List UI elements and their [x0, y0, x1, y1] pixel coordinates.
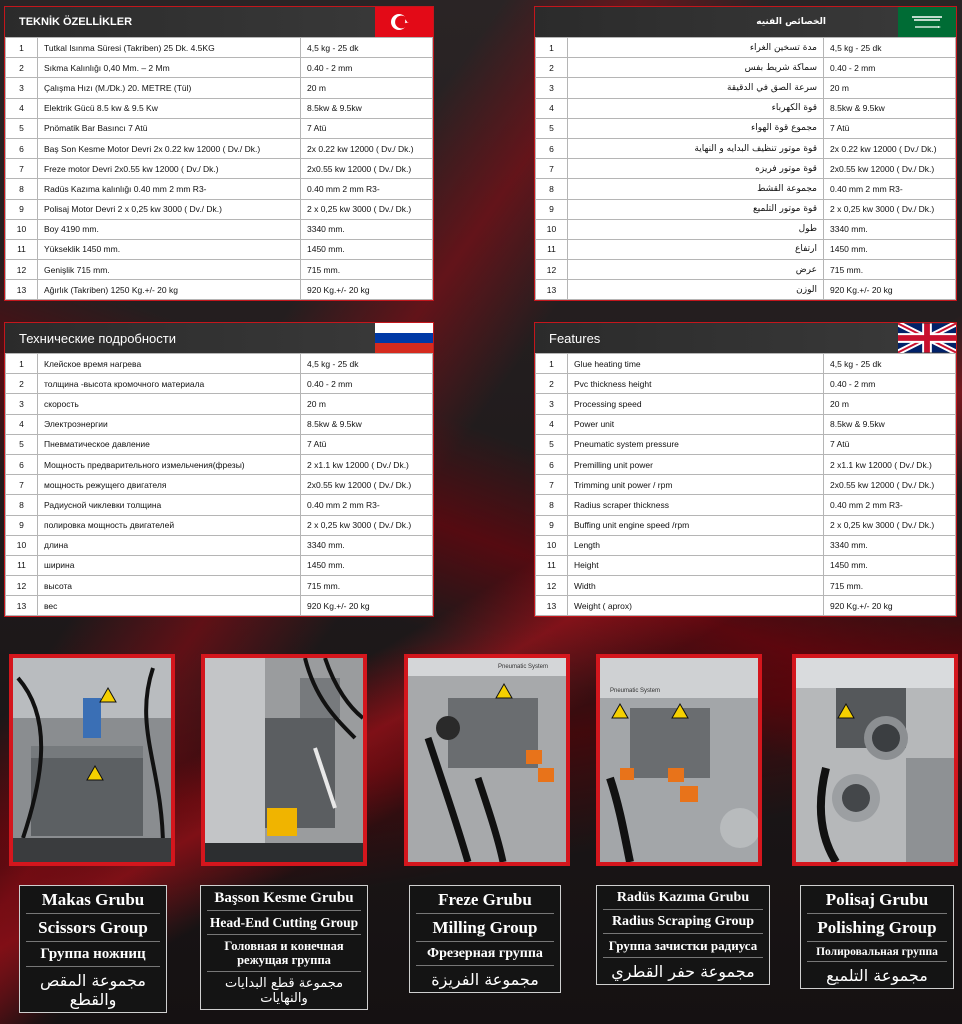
spec-row	[536, 199, 956, 219]
spec-row	[536, 454, 956, 474]
row-number: 11	[6, 555, 38, 575]
spec-label: قوة الكهرباء	[568, 98, 824, 118]
spec-value: 1450 mm.	[824, 555, 956, 575]
spec-label: Pneumatic system pressure	[568, 434, 824, 454]
spec-row	[536, 394, 956, 414]
group-name-ar: مجموعة قطع البدايات والنهايات	[224, 975, 344, 1006]
turkey-flag-icon	[375, 7, 433, 37]
spec-table	[535, 353, 956, 616]
spec-value: 2 x 0,25 kw 3000 ( Dv./ Dk.)	[824, 199, 956, 219]
spec-row	[536, 374, 956, 394]
spec-value: 7 Atü	[824, 434, 956, 454]
spec-label: Polisaj Motor Devri 2 x 0,25 kw 3000 ( Dv./ Dk.)	[38, 199, 301, 219]
spec-value: 3340 mm.	[824, 535, 956, 555]
spec-value: 8.5kw & 9.5kw	[301, 414, 433, 434]
spec-row	[6, 576, 433, 596]
row-number: 3	[536, 78, 568, 98]
spec-label: Baş Son Kesme Motor Devri 2x 0.22 kw 12000 ( Dv./ Dk.)	[38, 138, 301, 158]
spec-label: Yükseklik 1450 mm.	[38, 239, 301, 259]
spec-label: طول	[568, 219, 824, 239]
spec-label: قوة موتور التلميع	[568, 199, 824, 219]
spec-value: 2 x 0,25 kw 3000 ( Dv./ Dk.)	[824, 515, 956, 535]
spec-row	[536, 138, 956, 158]
spec-row	[536, 118, 956, 138]
spec-label: Height	[568, 555, 824, 575]
spec-row	[6, 58, 433, 78]
spec-label: Пневматическое давление	[38, 434, 301, 454]
row-number: 7	[536, 159, 568, 179]
row-number: 12	[536, 576, 568, 596]
spec-value: 1450 mm.	[301, 555, 433, 575]
spec-label: Processing speed	[568, 394, 824, 414]
spec-label: Pvc thickness height	[568, 374, 824, 394]
spec-row	[6, 38, 433, 58]
spec-label: Elektrik Gücü 8.5 kw & 9.5 Kw	[38, 98, 301, 118]
spec-table	[5, 353, 433, 616]
spec-row	[6, 535, 433, 555]
spec-row	[6, 495, 433, 515]
row-number: 12	[6, 260, 38, 280]
spec-label: Клейское время нагрева	[38, 354, 301, 374]
spec-value: 2 x 0,25 kw 3000 ( Dv./ Dk.)	[301, 199, 433, 219]
row-number: 7	[536, 475, 568, 495]
spec-label: Çalışma Hızı (M./Dk.) 20. METRE (Tül)	[38, 78, 301, 98]
row-number: 5	[6, 434, 38, 454]
spec-label: مجموعة القشط	[568, 179, 824, 199]
spec-value: 4,5 kg - 25 dk	[824, 354, 956, 374]
group-name-ru: Группа ножниц	[26, 942, 160, 967]
row-number: 5	[536, 434, 568, 454]
spec-label: толщина -высота кромочного материала	[38, 374, 301, 394]
group-label-milling	[409, 885, 561, 993]
spec-value: 4,5 kg - 25 dk	[824, 38, 956, 58]
group-name-ar: مجموعة الفريزة	[431, 970, 539, 989]
spec-row	[536, 576, 956, 596]
row-number: 12	[536, 260, 568, 280]
spec-value: 715 mm.	[301, 576, 433, 596]
row-number: 4	[6, 414, 38, 434]
spec-value: 20 m	[824, 394, 956, 414]
radius-scraping-group-photo	[596, 654, 762, 866]
spec-value: 8.5kw & 9.5kw	[824, 98, 956, 118]
group-name-ru: Полировальная группа	[807, 942, 947, 962]
group-label-head-end-cutting	[200, 885, 368, 1010]
row-number: 11	[536, 239, 568, 259]
spec-row	[536, 475, 956, 495]
row-number: 4	[536, 98, 568, 118]
spec-value: 0.40 - 2 mm	[824, 374, 956, 394]
spec-row	[536, 179, 956, 199]
row-number: 3	[536, 394, 568, 414]
spec-value: 0.40 - 2 mm	[301, 58, 433, 78]
spec-label: Genişlik 715 mm.	[38, 260, 301, 280]
spec-label: ارتفاع	[568, 239, 824, 259]
spec-row	[6, 239, 433, 259]
polishing-group-photo	[792, 654, 958, 866]
spec-row	[6, 354, 433, 374]
spec-label: Ağırlık (Takriben) 1250 Kg.+/- 20 kg	[38, 280, 301, 300]
spec-value: 920 Kg.+/- 20 kg	[824, 280, 956, 300]
spec-panel-english	[534, 322, 957, 617]
spec-panel-russian	[4, 322, 434, 617]
row-number: 8	[6, 179, 38, 199]
spec-row	[6, 98, 433, 118]
group-name-en: Polishing Group	[807, 914, 947, 942]
spec-label: Buffing unit engine speed /rpm	[568, 515, 824, 535]
spec-panel-turkish	[4, 6, 434, 301]
spec-label: ширина	[38, 555, 301, 575]
row-number: 10	[536, 219, 568, 239]
spec-label: Weight ( aprox)	[568, 596, 824, 616]
spec-row	[536, 159, 956, 179]
photo-label: Pneumatic System	[498, 664, 549, 670]
spec-value: 0.40 mm 2 mm R3-	[824, 495, 956, 515]
group-name-tr: Freze Grubu	[416, 886, 554, 914]
spec-value: 3340 mm.	[301, 219, 433, 239]
spec-label: мощность режущего двигателя	[38, 475, 301, 495]
spec-label: Width	[568, 576, 824, 596]
spec-row	[6, 199, 433, 219]
group-name-en: Milling Group	[416, 914, 554, 942]
spec-value: 8.5kw & 9.5kw	[824, 414, 956, 434]
row-number: 8	[536, 495, 568, 515]
row-number: 11	[6, 239, 38, 259]
spec-value: 2x0.55 kw 12000 ( Dv./ Dk.)	[824, 475, 956, 495]
spec-row	[536, 495, 956, 515]
spec-value: 2x0.55 kw 12000 ( Dv./ Dk.)	[301, 159, 433, 179]
spec-row	[536, 280, 956, 300]
row-number: 4	[536, 414, 568, 434]
spec-label: Length	[568, 535, 824, 555]
spec-value: 7 Atü	[301, 434, 433, 454]
spec-value: 7 Atü	[824, 118, 956, 138]
row-number: 2	[536, 58, 568, 78]
spec-row	[6, 515, 433, 535]
row-number: 9	[6, 515, 38, 535]
group-name-tr: Başson Kesme Grubu	[207, 886, 361, 911]
group-name-en: Radius Scraping Group	[603, 910, 763, 934]
spec-value: 0.40 mm 2 mm R3-	[301, 495, 433, 515]
row-number: 1	[536, 38, 568, 58]
row-number: 10	[6, 535, 38, 555]
spec-row	[6, 414, 433, 434]
spec-row	[536, 515, 956, 535]
row-number: 6	[536, 138, 568, 158]
spec-value: 2 x 0,25 kw 3000 ( Dv./ Dk.)	[301, 515, 433, 535]
spec-label: Power unit	[568, 414, 824, 434]
group-name-tr: Makas Grubu	[26, 886, 160, 914]
spec-value: 3340 mm.	[301, 535, 433, 555]
row-number: 3	[6, 78, 38, 98]
spec-value: 0.40 mm 2 mm R3-	[824, 179, 956, 199]
row-number: 9	[6, 199, 38, 219]
row-number: 13	[6, 280, 38, 300]
spec-value: 2 x1.1 kw 12000 ( Dv./ Dk.)	[301, 454, 433, 474]
spec-value: 2x 0.22 kw 12000 ( Dv./ Dk.)	[301, 138, 433, 158]
spec-label: Radüs Kazıma kalınlığı 0.40 mm 2 mm R3-	[38, 179, 301, 199]
spec-value: 920 Kg.+/- 20 kg	[301, 280, 433, 300]
milling-group-photo	[404, 654, 570, 866]
spec-panel-arabic	[534, 6, 957, 301]
scissors-group-photo	[9, 654, 175, 866]
group-name-ru: Группа зачистки радиуса	[603, 934, 763, 958]
panel-header	[535, 7, 956, 37]
panel-title: Features	[549, 330, 601, 346]
group-name-tr: Polisaj Grubu	[807, 886, 947, 914]
panel-header	[535, 323, 956, 353]
spec-label: Sıkma Kalınlığı 0,40 Mm. – 2 Mm	[38, 58, 301, 78]
panel-title: Технические подробности	[19, 330, 176, 346]
spec-label: Электроэнергии	[38, 414, 301, 434]
spec-value: 715 mm.	[824, 576, 956, 596]
spec-row	[6, 374, 433, 394]
spec-label: длина	[38, 535, 301, 555]
spec-value: 4,5 kg - 25 dk	[301, 354, 433, 374]
group-name-tr: Radüs Kazıma Grubu	[603, 886, 763, 910]
spec-label: Радиусной чикле​вки толщина	[38, 495, 301, 515]
spec-label: مدة تسخين الغراء	[568, 38, 824, 58]
spec-label: Tutkal Isınma Süresi (Takriben) 25 Dk. 4.5KG	[38, 38, 301, 58]
spec-value: 2x0.55 kw 12000 ( Dv./ Dk.)	[301, 475, 433, 495]
spec-label: полировка мощность двигателей	[38, 515, 301, 535]
spec-value: 20 m	[824, 78, 956, 98]
spec-row	[536, 219, 956, 239]
spec-label: Boy 4190 mm.	[38, 219, 301, 239]
row-number: 4	[6, 98, 38, 118]
row-number: 9	[536, 515, 568, 535]
spec-row	[536, 354, 956, 374]
spec-label: высота	[38, 576, 301, 596]
spec-row	[6, 118, 433, 138]
spec-label: Radius scraper thickness	[568, 495, 824, 515]
spec-table	[535, 37, 956, 300]
row-number: 6	[536, 454, 568, 474]
spec-value: 1450 mm.	[824, 239, 956, 259]
spec-value: 0.40 - 2 mm	[824, 58, 956, 78]
spec-value: 1450 mm.	[301, 239, 433, 259]
spec-row	[6, 179, 433, 199]
spec-label: вес	[38, 596, 301, 616]
spec-value: 0.40 - 2 mm	[301, 374, 433, 394]
group-name-ru: Фрезерная группа	[416, 942, 554, 966]
panel-header	[5, 323, 433, 353]
spec-row	[536, 414, 956, 434]
spec-value: 8.5kw & 9.5kw	[301, 98, 433, 118]
photo-label: Pneumatic System	[610, 688, 661, 694]
spec-row	[6, 394, 433, 414]
head-end-cutting-group-photo	[201, 654, 367, 866]
spec-row	[6, 475, 433, 495]
row-number: 10	[536, 535, 568, 555]
row-number: 2	[6, 374, 38, 394]
spec-row	[6, 159, 433, 179]
row-number: 1	[536, 354, 568, 374]
row-number: 5	[536, 118, 568, 138]
spec-row	[536, 239, 956, 259]
spec-row	[536, 38, 956, 58]
spec-label: مجموع قوة الهواء	[568, 118, 824, 138]
spec-value: 20 m	[301, 78, 433, 98]
spec-row	[536, 260, 956, 280]
spec-label: قوة موتور فريزه	[568, 159, 824, 179]
spec-value: 0.40 mm 2 mm R3-	[301, 179, 433, 199]
spec-row	[6, 138, 433, 158]
spec-row	[536, 58, 956, 78]
spec-row	[6, 280, 433, 300]
panel-title: الخصائص الفنيه	[756, 17, 826, 27]
spec-value: 4,5 kg - 25 dk	[301, 38, 433, 58]
spec-label: Мощность предварительного измельчения(фрезы)	[38, 454, 301, 474]
group-label-scissors	[19, 885, 167, 1013]
spec-row	[6, 78, 433, 98]
spec-row	[6, 555, 433, 575]
spec-row	[6, 434, 433, 454]
spec-label: الوزن	[568, 280, 824, 300]
row-number: 7	[6, 159, 38, 179]
row-number: 12	[6, 576, 38, 596]
panel-title: TEKNİK ÖZELLİKLER	[19, 16, 133, 28]
row-number: 11	[536, 555, 568, 575]
row-number: 7	[6, 475, 38, 495]
group-name-ar: مجموعة المقص والقطع	[40, 971, 146, 1009]
group-label-radius-scraping	[596, 885, 770, 985]
group-name-ru: Головная и конечная режущая группа	[207, 935, 361, 972]
spec-table	[5, 37, 433, 300]
spec-value: 2x0.55 kw 12000 ( Dv./ Dk.)	[824, 159, 956, 179]
spec-value: 7 Atü	[301, 118, 433, 138]
spec-row	[6, 454, 433, 474]
spec-row	[536, 535, 956, 555]
spec-row	[536, 78, 956, 98]
spec-label: سماكة شريط بفس	[568, 58, 824, 78]
uk-flag-icon	[898, 323, 956, 353]
spec-label: скорость	[38, 394, 301, 414]
spec-label: Trimming unit power / rpm	[568, 475, 824, 495]
spec-row	[536, 555, 956, 575]
row-number: 9	[536, 199, 568, 219]
spec-row	[536, 98, 956, 118]
row-number: 8	[6, 495, 38, 515]
spec-value: 920 Kg.+/- 20 kg	[301, 596, 433, 616]
russia-flag-icon	[375, 323, 433, 353]
row-number: 1	[6, 354, 38, 374]
spec-row	[536, 596, 956, 616]
panel-header	[5, 7, 433, 37]
spec-value: 20 m	[301, 394, 433, 414]
group-name-en: Scissors Group	[26, 914, 160, 942]
group-label-polishing	[800, 885, 954, 989]
spec-label: Glue heating time	[568, 354, 824, 374]
spec-value: 715 mm.	[824, 260, 956, 280]
row-number: 13	[536, 596, 568, 616]
spec-label: Pnömatik Bar Basıncı 7 Atü	[38, 118, 301, 138]
spec-value: 3340 mm.	[824, 219, 956, 239]
group-name-ar: مجموعة التلميع	[826, 966, 928, 985]
row-number: 13	[6, 596, 38, 616]
spec-label: Premilling unit power	[568, 454, 824, 474]
row-number: 6	[6, 138, 38, 158]
spec-row	[6, 219, 433, 239]
spec-row	[536, 434, 956, 454]
saudi-flag-icon	[898, 7, 956, 37]
row-number: 8	[536, 179, 568, 199]
spec-label: سرعة الصق في الدقيقة	[568, 78, 824, 98]
row-number: 13	[536, 280, 568, 300]
spec-row	[6, 596, 433, 616]
row-number: 5	[6, 118, 38, 138]
spec-label: عرض	[568, 260, 824, 280]
row-number: 3	[6, 394, 38, 414]
group-name-ar: مجموعة حفر القطري	[611, 962, 755, 981]
group-name-en: Head-End Cutting Group	[207, 911, 361, 935]
spec-value: 2 x1.1 kw 12000 ( Dv./ Dk.)	[824, 454, 956, 474]
spec-value: 715 mm.	[301, 260, 433, 280]
row-number: 10	[6, 219, 38, 239]
spec-label: Freze motor Devri 2x0.55 kw 12000 ( Dv./ Dk.)	[38, 159, 301, 179]
row-number: 1	[6, 38, 38, 58]
row-number: 2	[536, 374, 568, 394]
spec-value: 920 Kg.+/- 20 kg	[824, 596, 956, 616]
spec-label: قوة موتور تنظيف البدايه و النهاية	[568, 138, 824, 158]
spec-value: 2x 0.22 kw 12000 ( Dv./ Dk.)	[824, 138, 956, 158]
spec-row	[6, 260, 433, 280]
row-number: 2	[6, 58, 38, 78]
row-number: 6	[6, 454, 38, 474]
